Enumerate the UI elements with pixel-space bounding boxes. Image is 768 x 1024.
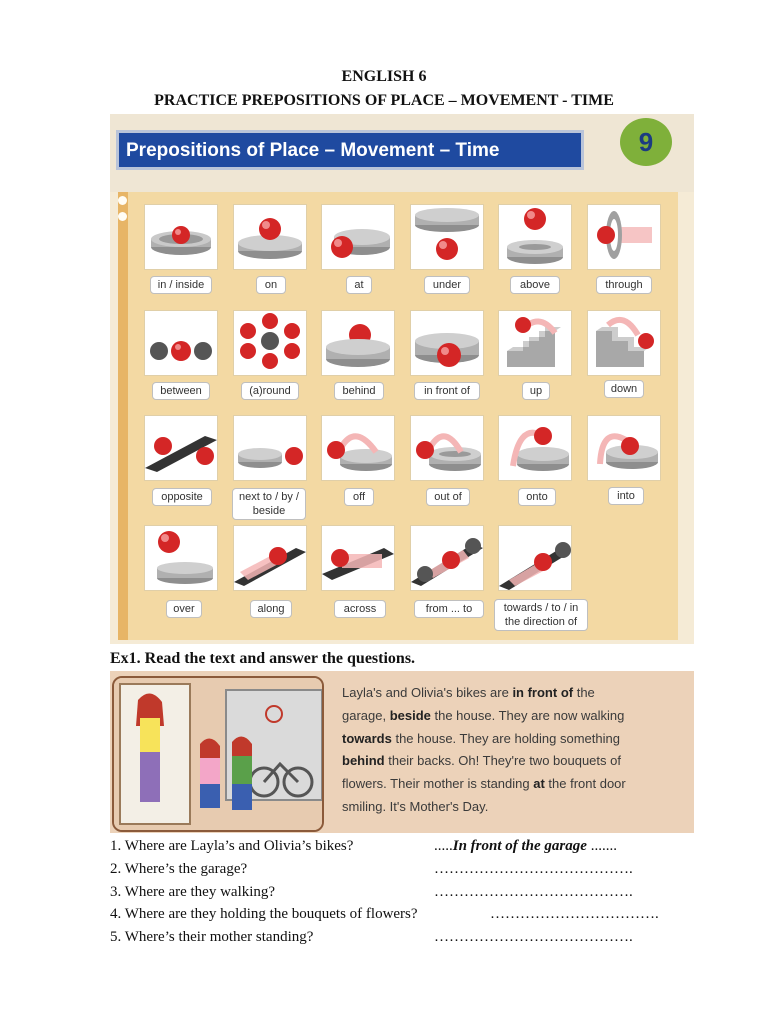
label-out-of: out of	[426, 488, 470, 506]
label-under: under	[424, 276, 470, 294]
answer-4-blank[interactable]: …………………………….	[490, 906, 659, 922]
story-text: Layla's and Olivia's bikes are in front of the garage, beside the house. They are now walking towards the house. They are holding something behind their backs. Oh! They're two bouquets of flowers. Their mother is standing at the front door smiling. It's Mother's Day.	[342, 685, 626, 814]
label-on: on	[256, 276, 286, 294]
picture-next-to	[233, 415, 307, 481]
picture-above	[498, 204, 572, 270]
chart-banner-text: Prepositions of Place – Movement – Time	[126, 140, 500, 161]
picture-out-of	[410, 415, 484, 481]
label-around: (a)round	[241, 382, 299, 400]
answer-3-blank[interactable]: ………………………………….	[434, 884, 633, 900]
label-next-to: next to / by / beside	[232, 488, 306, 520]
picture-from-to	[410, 525, 484, 591]
picture-behind	[321, 310, 395, 376]
picture-through	[587, 204, 661, 270]
label-across: across	[334, 600, 386, 618]
punch-hole	[118, 212, 127, 221]
story-illustration	[112, 676, 324, 832]
question-3: 3. Where are they walking?	[110, 884, 276, 900]
label-between: between	[152, 382, 210, 400]
answer-2-blank[interactable]: ………………………………….	[434, 861, 633, 877]
page-subtitle: PRACTICE PREPOSITIONS OF PLACE – MOVEMENT - TIME	[154, 92, 614, 109]
label-from-to: from ... to	[414, 600, 484, 618]
picture-under	[410, 204, 484, 270]
picture-between	[144, 310, 218, 376]
picture-over	[144, 525, 218, 591]
question-5: 5. Where’s their mother standing?	[110, 929, 314, 945]
picture-onto	[498, 415, 572, 481]
label-through: through	[596, 276, 652, 294]
label-into: into	[608, 487, 644, 505]
question-1: 1. Where are Layla’s and Olivia’s bikes?	[110, 838, 354, 854]
unit-badge: 9	[620, 118, 672, 166]
page-title: ENGLISH 6	[341, 68, 427, 85]
label-up: up	[522, 382, 550, 400]
picture-up	[498, 310, 572, 376]
label-down: down	[604, 380, 644, 398]
label-in-front-of: in front of	[414, 382, 480, 400]
label-at: at	[346, 276, 372, 294]
label-towards: towards / to / in the direction of	[494, 599, 588, 631]
picture-across	[321, 525, 395, 591]
picture-around	[233, 310, 307, 376]
picture-in-inside	[144, 204, 218, 270]
punch-hole	[118, 196, 127, 205]
label-along: along	[250, 600, 292, 618]
label-in-inside: in / inside	[150, 276, 212, 294]
label-off: off	[344, 488, 374, 506]
exercise-heading: Ex1. Read the text and answer the questions.	[110, 650, 416, 667]
picture-at	[321, 204, 395, 270]
picture-along	[233, 525, 307, 591]
answer-1: .....In front of the garage .......	[434, 838, 617, 854]
label-opposite: opposite	[152, 488, 212, 506]
answer-5-blank[interactable]: ………………………………….	[434, 929, 633, 945]
question-4: 4. Where are they holding the bouquets of flowers?	[110, 906, 418, 922]
label-above: above	[510, 276, 560, 294]
label-over: over	[166, 600, 202, 618]
picture-towards	[498, 525, 572, 591]
picture-down	[587, 310, 661, 376]
picture-off	[321, 415, 395, 481]
question-2: 2. Where’s the garage?	[110, 861, 248, 877]
picture-in-front-of	[410, 310, 484, 376]
picture-opposite	[144, 415, 218, 481]
picture-on	[233, 204, 307, 270]
picture-into	[587, 415, 661, 481]
label-onto: onto	[518, 488, 556, 506]
label-behind: behind	[334, 382, 384, 400]
